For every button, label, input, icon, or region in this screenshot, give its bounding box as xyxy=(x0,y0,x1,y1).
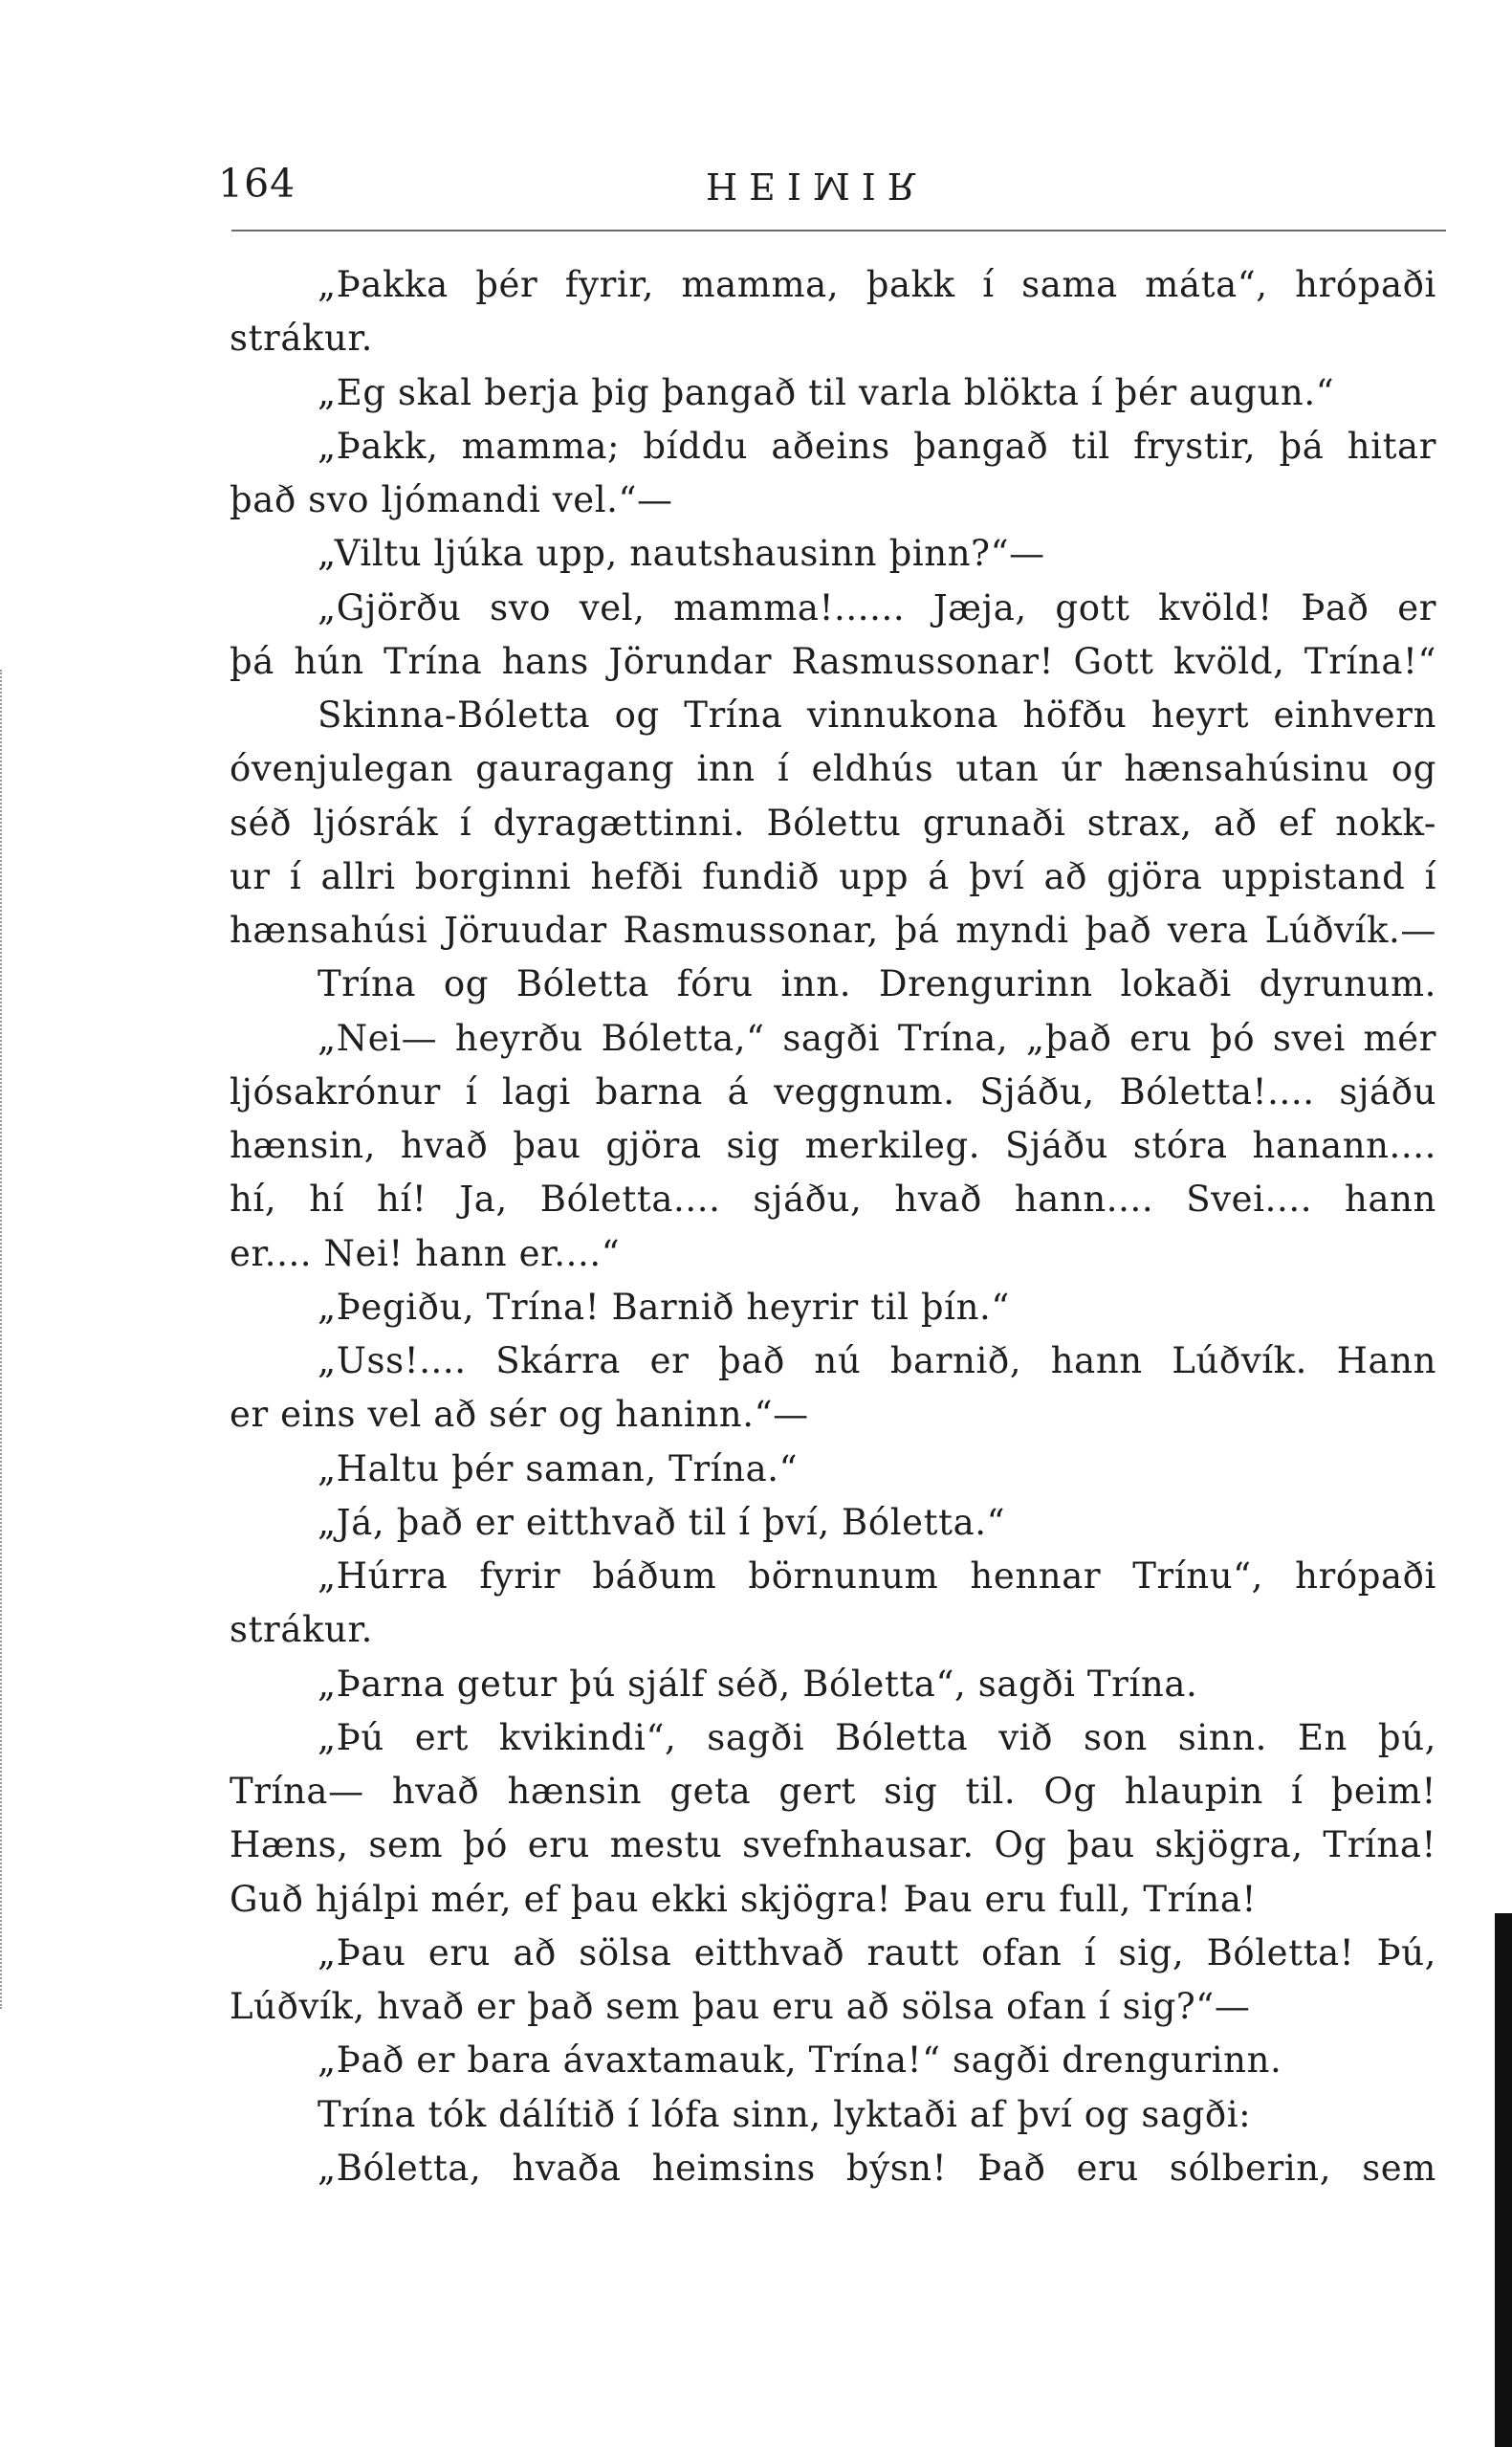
text-line: strákur. xyxy=(230,318,374,360)
text-line: ljósakrónur í lagi barna á veggnum. Sjáðu, Bóletta!.... sjáðu xyxy=(230,1070,1436,1113)
text-line: „Þakk, mamma; bíddu aðeins þangað til frystir, þá hitar xyxy=(318,425,1436,467)
text-line: ur í allri borginni hefði fundið upp á því að gjöra uppistand í xyxy=(230,855,1436,897)
text-line: Trína— hvað hænsin geta gert sig til. Og hlaupin í þeim! xyxy=(230,1771,1436,1812)
text-line: séð ljósrák í dyragættinni. Bólettu grunaði strax, að ef nokk- xyxy=(230,802,1436,844)
body-text xyxy=(230,258,1436,2195)
text-line: er.... Nei! hann er....“ xyxy=(230,1232,621,1274)
text-line: hænsahúsi Jöruudar Rasmussonar, þá myndi það vera Lúðvík.— xyxy=(230,910,1436,951)
text-line: óvenjulegan gauragang inn í eldhús utan úr hænsahúsinu og xyxy=(230,748,1436,790)
text-line: Trína og Bóletta fóru inn. Drengurinn lokaði dyrunum. xyxy=(318,963,1436,1005)
text-line: „Þakka þér fyrir, mamma, þakk í sama máta“, hrópaði xyxy=(318,264,1436,305)
text-line: „Já, það er eitthvað til í því, Bóletta.“ xyxy=(318,1501,1006,1543)
text-line: Lúðvík, hvað er það sem þau eru að sölsa ofan í sig?“— xyxy=(230,1986,1251,2027)
text-line: „Viltu ljúka upp, nautshausinn þinn?“— xyxy=(318,533,1045,575)
page-number: 164 xyxy=(218,161,296,207)
text-line: „Eg skal berja þig þangað til varla blökta í þér augun.“ xyxy=(318,371,1335,413)
text-line: „Nei— heyrðu Bóletta,“ sagði Trína, „það eru þó svei mér xyxy=(318,1017,1436,1059)
text-line: „Þarna getur þú sjálf séð, Bóletta“, sagði Trína. xyxy=(318,1663,1198,1705)
scan-edge-speckle xyxy=(0,670,8,2009)
text-line: þá hún Trína hans Jörundar Rasmussonar! Gott kvöld, Trína!“ xyxy=(230,640,1436,682)
text-line: „Þú ert kvikindi“, sagði Bóletta við son sinn. En þú, xyxy=(318,1716,1436,1758)
text-line: Skinna-Bóletta og Trína vinnukona höfðu heyrt einhvern xyxy=(318,694,1436,736)
text-line: „Gjörðu svo vel, mamma!...... Jæja, gott kvöld! Það er xyxy=(318,586,1436,628)
text-line: Guð hjálpi mér, ef þau ekki skjögra! Þau eru full, Trína! xyxy=(230,1878,1257,1920)
text-line: Trína tók dálítið í lófa sinn, lyktaði af því og sagði: xyxy=(318,2093,1252,2135)
running-head: HEIMIR xyxy=(706,165,927,207)
text-line: „Það er bara ávaxtamauk, Trína!“ sagði drengurinn. xyxy=(318,2039,1282,2082)
text-line: Hæns, sem þó eru mestu svefnhausar. Og þau skjögra, Trína! xyxy=(230,1824,1436,1866)
text-line: „Þau eru að sölsa eitthvað rautt ofan í sig, Bóletta! Þú, xyxy=(318,1931,1436,1973)
header-rule xyxy=(231,230,1446,231)
text-line: „Haltu þér saman, Trína.“ xyxy=(318,1447,799,1489)
text-line: „Húrra fyrir báðum börnunum hennar Trínu“, hrópaði xyxy=(318,1555,1436,1597)
text-line: strákur. xyxy=(230,1609,374,1651)
text-line: „Bóletta, hvaða heimsins býsn! Það eru sólberin, sem xyxy=(318,2147,1436,2189)
text-line: „Uss!.... Skárra er það nú barnið, hann Lúðvík. Hann xyxy=(318,1340,1436,1381)
text-line: hí, hí hí! Ja, Bóletta.... sjáðu, hvað hann.... Svei.... hann xyxy=(230,1179,1436,1221)
spine-shadow xyxy=(1495,1913,1512,2447)
text-line: hænsin, hvað þau gjöra sig merkileg. Sjáðu stóra hanann.... xyxy=(230,1125,1436,1166)
text-line: er eins vel að sér og haninn.“— xyxy=(230,1394,809,1436)
text-line: það svo ljómandi vel.“— xyxy=(230,479,673,520)
page-header xyxy=(218,161,1452,218)
text-line: „Þegiðu, Trína! Barnið heyrir til þín.“ xyxy=(318,1286,1010,1328)
